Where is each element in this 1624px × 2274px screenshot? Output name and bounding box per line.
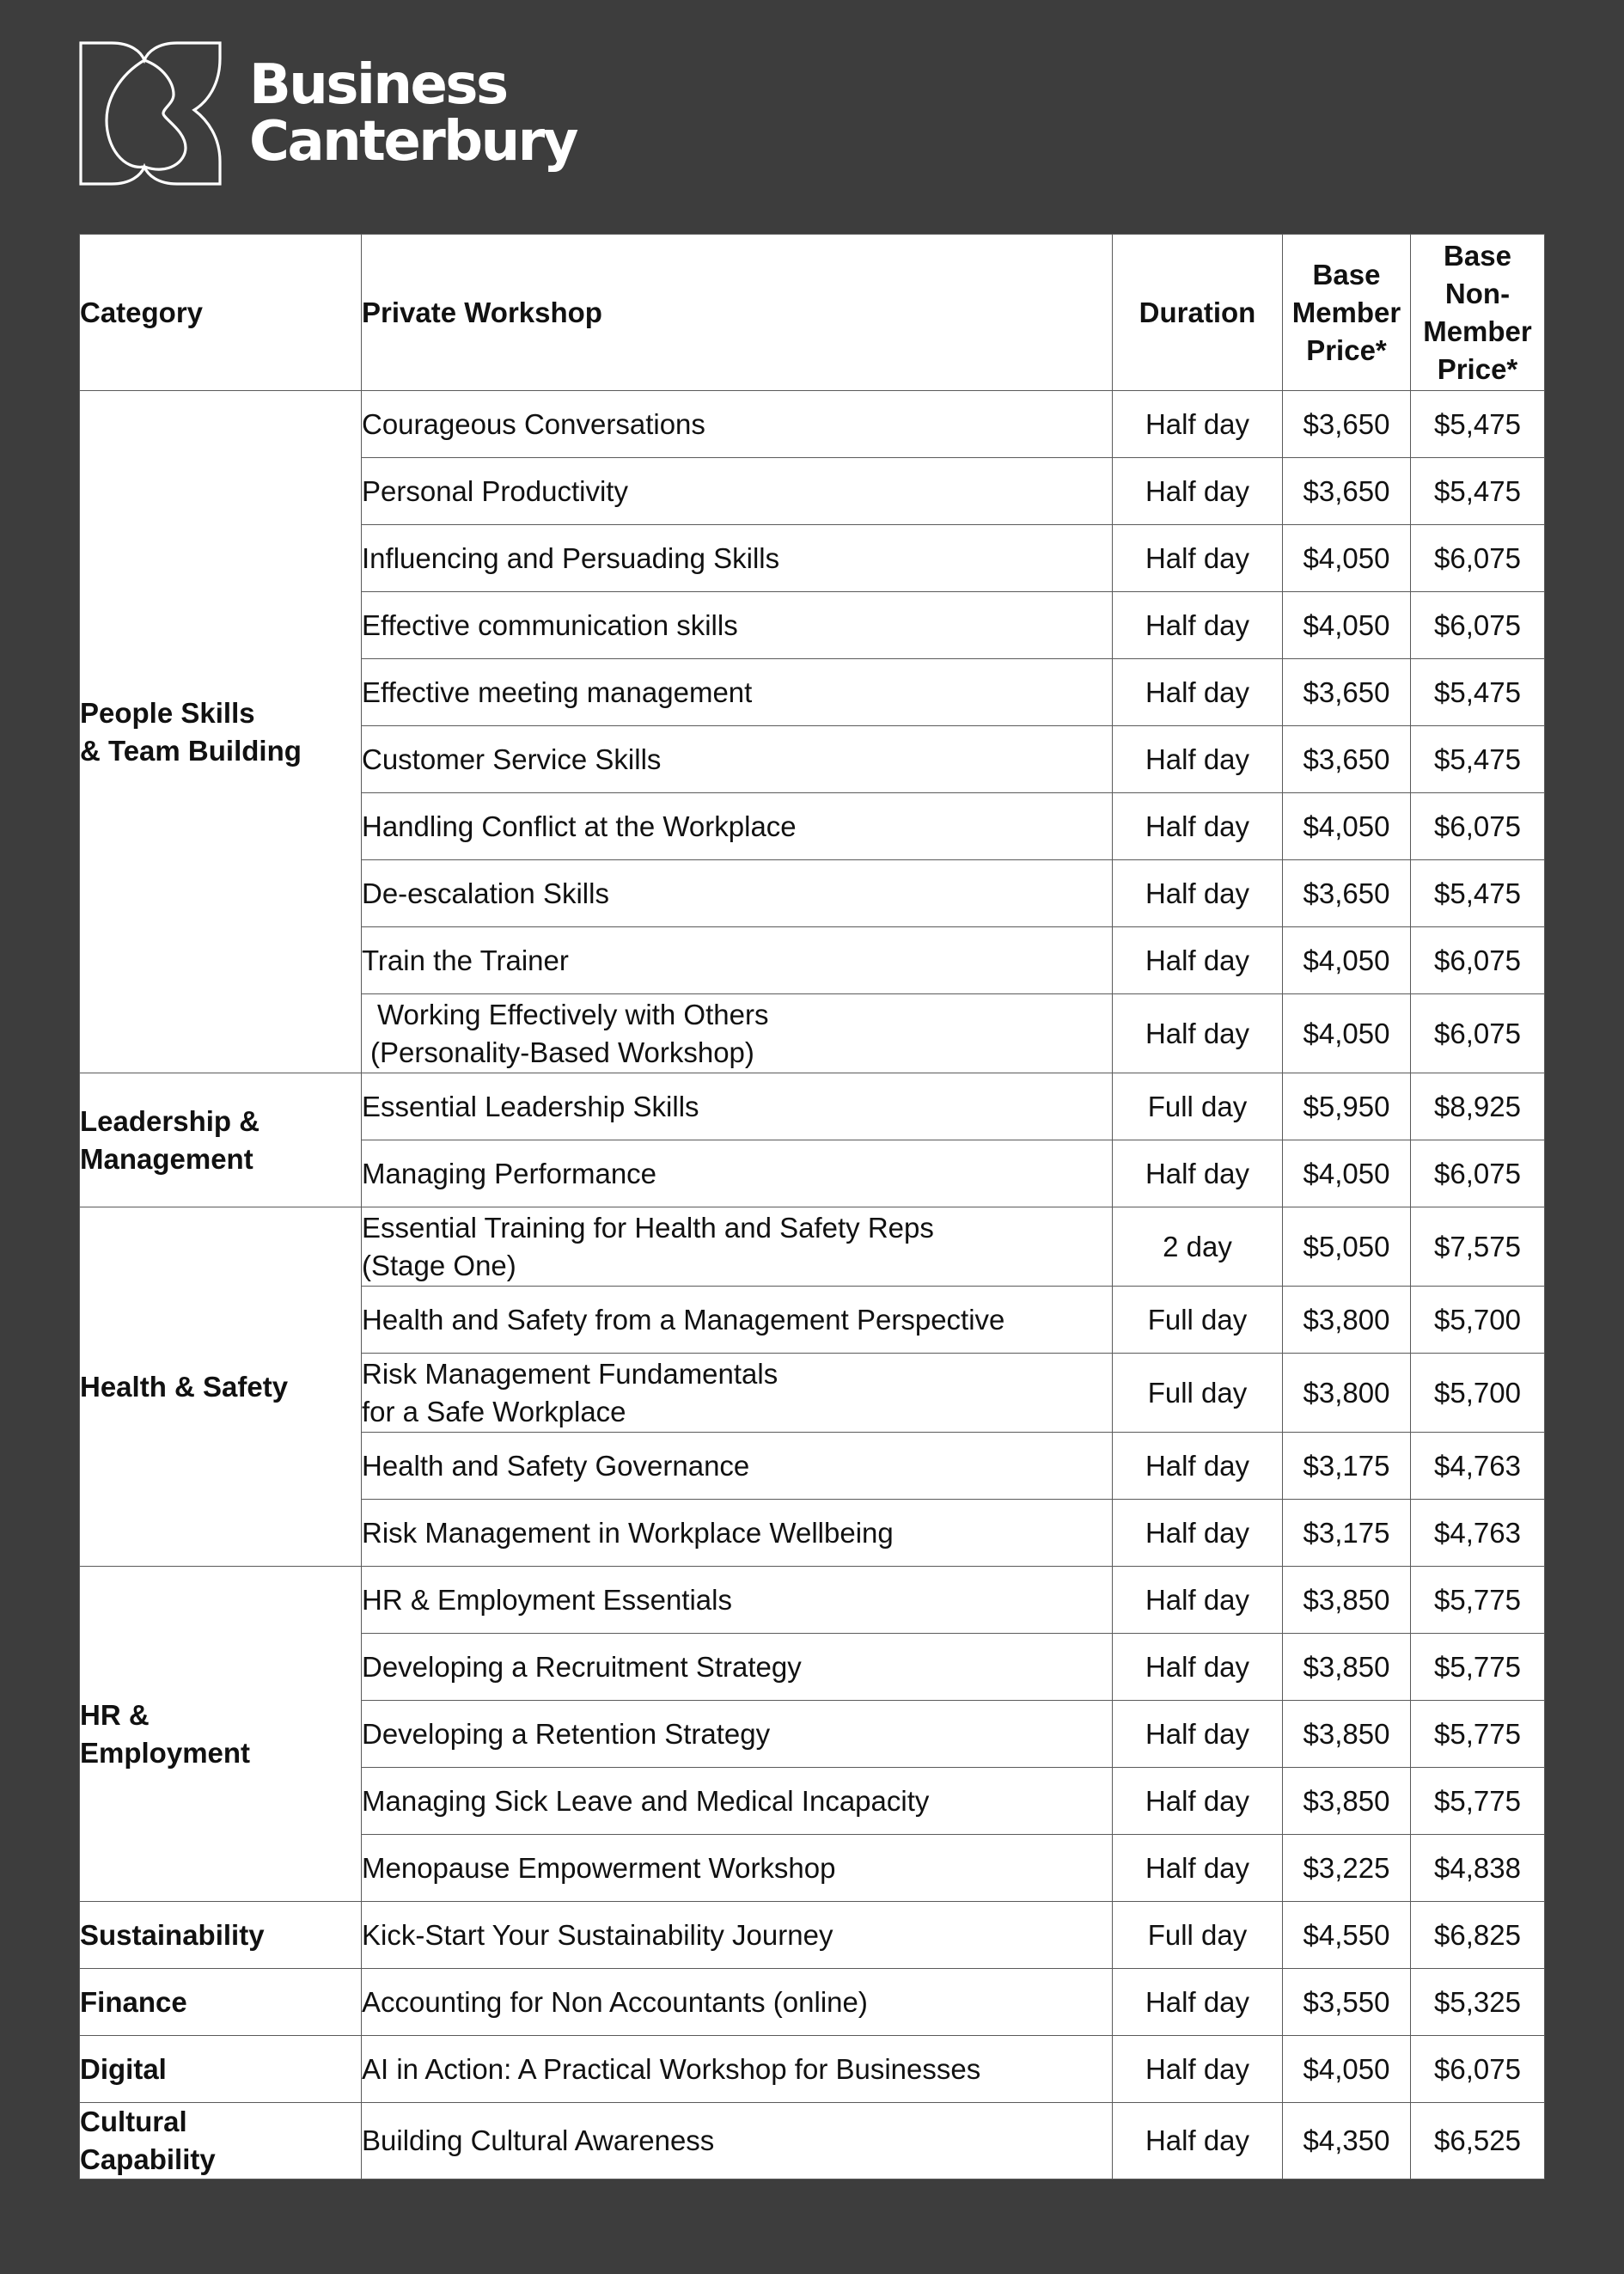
duration: Half day: [1113, 2036, 1283, 2103]
non-member-price: $5,775: [1411, 1634, 1545, 1701]
table-row: [80, 391, 1545, 458]
workshop-name: [362, 1354, 1113, 1433]
workshop-name: AI in Action: A Practical Workshop for Businesses: [362, 2036, 1113, 2103]
duration: Half day: [1113, 1140, 1283, 1207]
non-member-price: $4,763: [1411, 1500, 1545, 1567]
duration: Half day: [1113, 458, 1283, 525]
brand-name-line1: Business: [249, 53, 507, 117]
workshop-name: Developing a Retention Strategy: [362, 1701, 1113, 1768]
non-member-price: $5,475: [1411, 860, 1545, 927]
member-price: $3,225: [1283, 1835, 1411, 1902]
duration: Half day: [1113, 860, 1283, 927]
member-price: $5,950: [1283, 1073, 1411, 1140]
workshop-name: Accounting for Non Accountants (online): [362, 1969, 1113, 2036]
duration: Half day: [1113, 1433, 1283, 1500]
non-member-price: $8,925: [1411, 1073, 1545, 1140]
header-workshop: Private Workshop: [362, 235, 1113, 391]
duration: Half day: [1113, 1768, 1283, 1835]
brand-name-line2: Canterbury: [249, 110, 577, 174]
duration: Full day: [1113, 1287, 1283, 1354]
duration: Half day: [1113, 726, 1283, 793]
table-row: [80, 2036, 1545, 2103]
duration: Half day: [1113, 1500, 1283, 1567]
non-member-price: $6,075: [1411, 2036, 1545, 2103]
non-member-price: $5,700: [1411, 1354, 1545, 1433]
workshop-name: Train the Trainer: [362, 927, 1113, 994]
workshop-name: Building Cultural Awareness: [362, 2103, 1113, 2179]
table-row: [80, 1073, 1545, 1140]
member-price: $3,800: [1283, 1287, 1411, 1354]
header-non-member-price-line: Price*: [1437, 352, 1518, 385]
table-row: [80, 1902, 1545, 1969]
non-member-price: $4,763: [1411, 1433, 1545, 1500]
table-row: [80, 1969, 1545, 2036]
non-member-price: $5,475: [1411, 391, 1545, 458]
non-member-price: $4,838: [1411, 1835, 1545, 1902]
workshop-name: Essential Leadership Skills: [362, 1073, 1113, 1140]
workshop-name: [362, 994, 1113, 1073]
category-label: Health & Safety: [80, 1370, 289, 1403]
header-non-member-price-line: Base: [1444, 239, 1511, 272]
non-member-price: $5,775: [1411, 1701, 1545, 1768]
non-member-price: $7,575: [1411, 1207, 1545, 1287]
category-label: Sustainability: [80, 1918, 265, 1951]
non-member-price: $6,825: [1411, 1902, 1545, 1969]
duration: Half day: [1113, 927, 1283, 994]
member-price: $3,850: [1283, 1701, 1411, 1768]
workshop-name: HR & Employment Essentials: [362, 1567, 1113, 1634]
header-member-price: [1283, 235, 1411, 391]
header-duration: Duration: [1113, 235, 1283, 391]
duration: Full day: [1113, 1073, 1283, 1140]
table-row: [80, 1207, 1545, 1287]
non-member-price: $5,325: [1411, 1969, 1545, 2036]
non-member-price: $6,075: [1411, 525, 1545, 592]
member-price: $3,850: [1283, 1768, 1411, 1835]
header-member-price-line: Member: [1291, 296, 1401, 328]
workshop-name: Handling Conflict at the Workplace: [362, 793, 1113, 860]
member-price: $4,050: [1283, 927, 1411, 994]
duration: Half day: [1113, 994, 1283, 1073]
member-price: $4,050: [1283, 1140, 1411, 1207]
non-member-price: $6,075: [1411, 592, 1545, 659]
category-cell: [80, 391, 362, 1073]
brand-logo: [79, 41, 577, 186]
duration: Full day: [1113, 1902, 1283, 1969]
category-label: Capability: [80, 2143, 216, 2175]
workshop-name-line: Essential Training for Health and Safety Reps: [362, 1211, 934, 1244]
brand-wordmark: [249, 53, 577, 174]
category-label: Employment: [80, 1736, 251, 1769]
header-member-price-line: Price*: [1306, 333, 1387, 366]
category-label: Management: [80, 1142, 253, 1175]
duration: Half day: [1113, 1835, 1283, 1902]
header-non-member-price: [1411, 235, 1545, 391]
category-label: Finance: [80, 1985, 187, 2018]
workshop-name: Influencing and Persuading Skills: [362, 525, 1113, 592]
workshop-name: Risk Management in Workplace Wellbeing: [362, 1500, 1113, 1567]
header-non-member-price-line: Non-: [1444, 277, 1511, 309]
member-price: $3,175: [1283, 1433, 1411, 1500]
table-header-row: [80, 235, 1545, 391]
member-price: $4,050: [1283, 793, 1411, 860]
workshop-name: Customer Service Skills: [362, 726, 1113, 793]
category-label: People Skills: [80, 696, 255, 729]
duration: 2 day: [1113, 1207, 1283, 1287]
header-category: Category: [80, 235, 362, 391]
member-price: $3,850: [1283, 1634, 1411, 1701]
workshop-name: Kick-Start Your Sustainability Journey: [362, 1902, 1113, 1969]
workshop-name: Health and Safety Governance: [362, 1433, 1113, 1500]
non-member-price: $5,775: [1411, 1567, 1545, 1634]
duration: Half day: [1113, 1634, 1283, 1701]
member-price: $4,350: [1283, 2103, 1411, 2179]
member-price: $4,050: [1283, 525, 1411, 592]
category-label: Digital: [80, 2052, 167, 2085]
member-price: $5,050: [1283, 1207, 1411, 1287]
member-price: $4,050: [1283, 994, 1411, 1073]
non-member-price: $6,075: [1411, 927, 1545, 994]
workshop-name-line: Working Effectively with Others: [377, 998, 769, 1030]
non-member-price: $5,775: [1411, 1768, 1545, 1835]
member-price: $4,050: [1283, 2036, 1411, 2103]
member-price: $4,050: [1283, 592, 1411, 659]
non-member-price: $5,700: [1411, 1287, 1545, 1354]
category-cell: [80, 1902, 362, 1969]
workshop-name-line: Risk Management Fundamentals: [362, 1357, 778, 1390]
workshop-name-line: (Personality-Based Workshop): [370, 1036, 754, 1068]
non-member-price: $5,475: [1411, 659, 1545, 726]
bc-monogram-icon: [79, 41, 223, 186]
category-cell: [80, 2103, 362, 2179]
member-price: $3,650: [1283, 458, 1411, 525]
category-cell: [80, 1567, 362, 1902]
category-label: Leadership &: [80, 1104, 260, 1137]
category-label: HR &: [80, 1698, 150, 1731]
header-non-member-price-line: Member: [1423, 315, 1532, 347]
member-price: $3,650: [1283, 659, 1411, 726]
workshop-name: De-escalation Skills: [362, 860, 1113, 927]
duration: Half day: [1113, 2103, 1283, 2179]
workshop-name: Courageous Conversations: [362, 391, 1113, 458]
workshop-name: Managing Sick Leave and Medical Incapacity: [362, 1768, 1113, 1835]
workshop-name: Effective communication skills: [362, 592, 1113, 659]
member-price: $3,175: [1283, 1500, 1411, 1567]
duration: Half day: [1113, 592, 1283, 659]
member-price: $3,650: [1283, 860, 1411, 927]
duration: Half day: [1113, 525, 1283, 592]
workshop-name: Menopause Empowerment Workshop: [362, 1835, 1113, 1902]
duration: Full day: [1113, 1354, 1283, 1433]
non-member-price: $6,075: [1411, 1140, 1545, 1207]
member-price: $4,550: [1283, 1902, 1411, 1969]
member-price: $3,650: [1283, 391, 1411, 458]
non-member-price: $6,525: [1411, 2103, 1545, 2179]
category-label: Cultural: [80, 2106, 187, 2137]
non-member-price: $6,075: [1411, 994, 1545, 1073]
duration: Half day: [1113, 793, 1283, 860]
category-cell: [80, 1073, 362, 1207]
workshop-name: [362, 1207, 1113, 1287]
non-member-price: $5,475: [1411, 726, 1545, 793]
workshop-name: Health and Safety from a Management Perspective: [362, 1287, 1113, 1354]
member-price: $3,650: [1283, 726, 1411, 793]
workshop-name-line: for a Safe Workplace: [362, 1395, 626, 1427]
duration: Half day: [1113, 1969, 1283, 2036]
category-label: & Team Building: [80, 734, 302, 767]
category-cell: [80, 2036, 362, 2103]
workshop-name: Managing Performance: [362, 1140, 1113, 1207]
member-price: $3,800: [1283, 1354, 1411, 1433]
table-row: [80, 2103, 1545, 2179]
workshop-pricing-table: [79, 234, 1545, 2179]
workshop-name: Personal Productivity: [362, 458, 1113, 525]
duration: Half day: [1113, 659, 1283, 726]
workshop-name: Developing a Recruitment Strategy: [362, 1634, 1113, 1701]
table-row: [80, 1567, 1545, 1634]
duration: Half day: [1113, 1701, 1283, 1768]
category-cell: [80, 1207, 362, 1567]
workshop-name-line: (Stage One): [362, 1249, 516, 1281]
non-member-price: $5,475: [1411, 458, 1545, 525]
duration: Half day: [1113, 391, 1283, 458]
category-cell: [80, 1969, 362, 2036]
member-price: $3,550: [1283, 1969, 1411, 2036]
non-member-price: $6,075: [1411, 793, 1545, 860]
member-price: $3,850: [1283, 1567, 1411, 1634]
header-member-price-line: Base: [1312, 258, 1381, 290]
duration: Half day: [1113, 1567, 1283, 1634]
workshop-name: Effective meeting management: [362, 659, 1113, 726]
